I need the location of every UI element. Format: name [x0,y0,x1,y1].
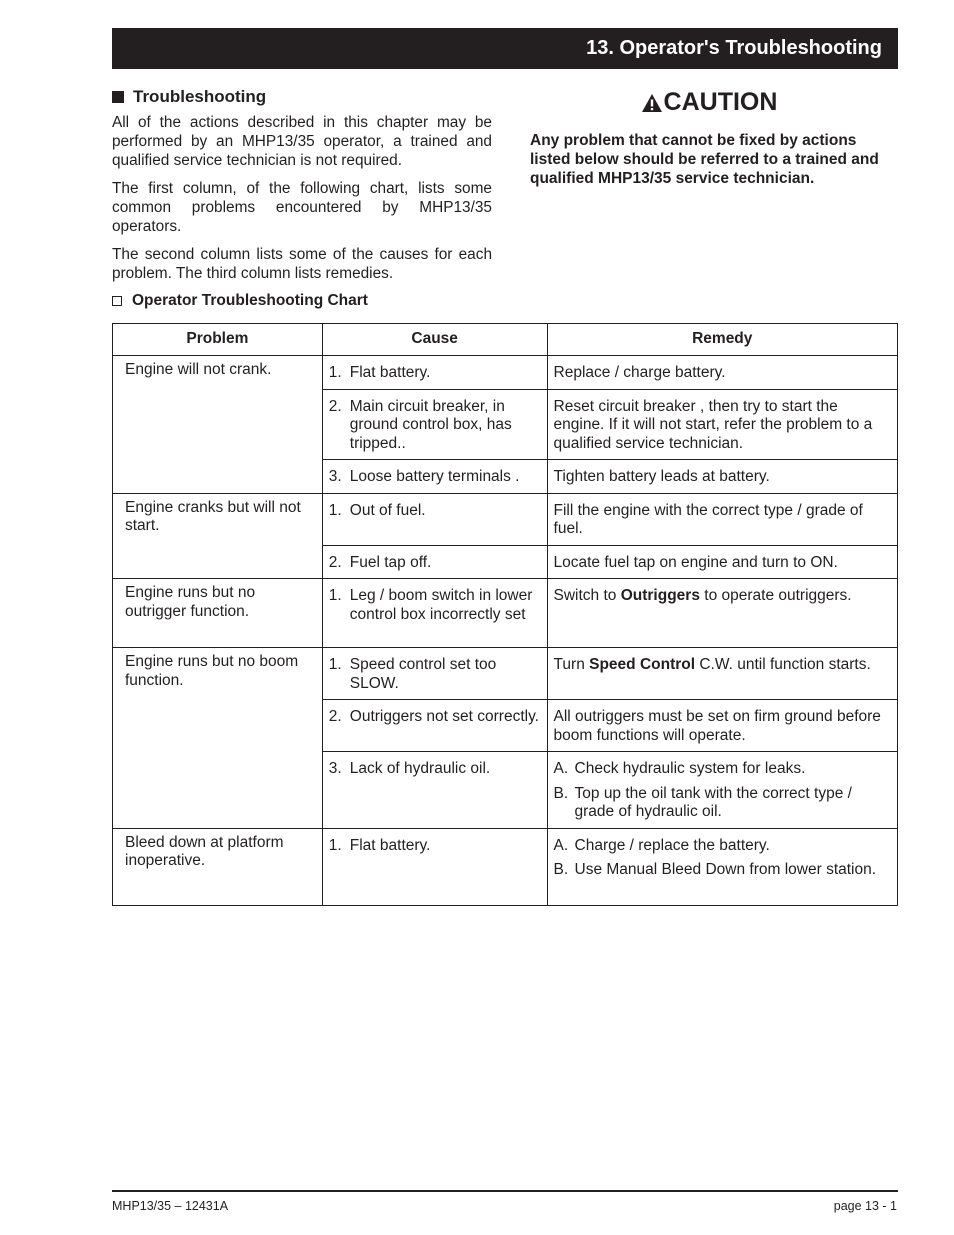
remedy-label: B. [553,861,569,878]
cause-item [329,364,541,383]
remedy-cell [547,493,897,545]
remedy-cell [547,752,897,829]
cause-item [329,760,541,779]
remedy-cell [547,700,897,752]
cause-text: Leg / boom switch in lower control box incorrectly set [349,587,533,623]
open-square-icon [112,296,122,306]
table-row [113,493,898,545]
cause-number: 2. [328,397,342,415]
remedy-text: All outriggers must be set on firm ground before boom functions will operate. [553,708,881,744]
table-header-row [113,324,898,356]
remedy-post: C.W. until function starts. [695,656,871,673]
cause-number: 1. [328,836,342,854]
problem-text: Engine cranks but will not start. [125,498,301,534]
cause-cell [322,493,547,545]
caution-text: Any problem that cannot be fixed by actions listed below should be referred to a trained and qualified MHP13/35 service technician. [530,132,879,187]
cause-item [329,708,541,727]
cause-item [329,656,541,693]
cause-cell [322,648,547,700]
section-heading [112,87,492,107]
problem-text: Bleed down at platform inoperative. [125,833,284,869]
remedy-text: Use Manual Bleed Down from lower station. [574,861,877,878]
cause-text: Flat battery. [349,836,431,854]
remedy-text: Top up the oil tank with the correct type / grade of hydraulic oil. [574,784,852,820]
remedy-label: A. [553,760,569,777]
remedy-list-item [554,785,891,822]
chapter-header-bar [112,28,898,69]
remedy-text: Check hydraulic system for leaks. [574,760,806,777]
remedy-text: Reset circuit breaker , then try to start the engine. If it will not start, refer the problem to a qualified service technician. [553,397,873,452]
cause-text: Lack of hydraulic oil. [349,760,491,777]
caution-title [530,88,898,117]
problem-cell [113,828,323,905]
cause-cell [322,460,547,494]
intro-paragraph-1: All of the actions described in this chapter may be performed by an MHP13/35 operator, a trained and qualified service technician is not required. [112,114,492,169]
remedy-text [554,587,891,606]
remedy-text: Tighten battery leads at battery. [553,468,770,485]
cause-number: 1. [328,656,342,673]
cause-number: 1. [328,587,342,604]
problem-cell [113,579,323,648]
remedy-cell [547,828,897,905]
problem-text: Engine will not crank. [125,361,272,378]
intro-section [112,87,492,310]
cause-item [329,554,541,573]
chart-heading [112,292,492,310]
cause-number: 2. [328,553,342,571]
cause-item [329,837,541,856]
cause-text: Main circuit breaker, in ground control box, has tripped.. [349,397,512,452]
problem-cell [113,356,323,494]
remedy-post: to operate outriggers. [699,587,852,604]
remedy-text: Fill the engine with the correct type / grade of fuel. [553,501,863,537]
cause-cell [322,579,547,648]
cause-cell [322,545,547,579]
cause-number: 3. [328,760,342,777]
document-code: MHP13/35 – 12431A [112,1199,229,1213]
chart-heading-text: Operator Troubleshooting Chart [132,292,368,309]
cause-text: Outriggers not set correctly. [349,708,539,725]
filled-square-icon [112,91,124,103]
table-row [113,356,898,390]
cause-cell [322,700,547,752]
remedy-cell [547,356,897,390]
footer-rule [112,1190,898,1192]
remedy-pre: Switch to [553,587,621,604]
remedy-cell [547,545,897,579]
caution-box [530,88,898,188]
remedy-cell [547,389,897,460]
cause-number: 1. [328,364,342,381]
cause-text: Loose battery terminals . [349,468,520,485]
cause-number: 2. [328,708,342,725]
warning-triangle-icon [641,93,663,113]
header-problem: Problem [113,324,323,356]
remedy-list-item [554,760,891,779]
remedy-text: Charge / replace the battery. [574,836,770,854]
cause-number: 1. [328,501,342,519]
remedy-cell [547,460,897,494]
remedy-label: A. [553,836,569,854]
remedy-label: B. [553,784,569,802]
remedy-text: Replace / charge battery. [553,364,726,381]
remedy-emphasis: Outriggers [620,587,700,604]
page-number: page 13 - 1 [833,1199,897,1213]
problem-text: Engine runs but no outrigger function. [125,584,256,620]
remedy-cell [547,648,897,700]
cause-item [329,587,541,624]
intro-paragraph-2: The first column, of the following chart, lists some common problems encountered by MHP13/35 operators. [112,180,492,235]
remedy-emphasis: Speed Control [589,656,696,673]
table-row [113,648,898,700]
section-heading-text: Troubleshooting [133,87,267,106]
cause-item [329,502,541,521]
remedy-list-item [554,861,891,880]
remedy-pre: Turn [553,656,590,673]
cause-text: Flat battery. [349,364,431,381]
problem-cell [113,493,323,579]
cause-text: Fuel tap off. [349,553,432,571]
cause-cell [322,752,547,829]
remedy-text: Locate fuel tap on engine and turn to ON. [553,553,838,571]
header-remedy: Remedy [547,324,897,356]
remedy-cell [547,579,897,648]
chapter-title: 13. Operator's Troubleshooting [586,37,882,59]
table-row [113,579,898,648]
cause-cell [322,828,547,905]
cause-item [329,398,541,454]
problem-cell [113,648,323,829]
cause-number: 3. [328,468,342,485]
cause-cell [322,356,547,390]
troubleshooting-table [112,323,898,906]
problem-text: Engine runs but no boom function. [125,653,299,689]
cause-cell [322,389,547,460]
remedy-list-item [554,837,891,856]
table-row [113,828,898,905]
remedy-text [554,656,891,675]
header-cause: Cause [322,324,547,356]
intro-paragraph-3: The second column lists some of the causes for each problem. The third column lists remedies. [112,246,492,282]
cause-text: Out of fuel. [349,501,426,519]
cause-item [329,468,541,487]
caution-title-text: CAUTION [663,88,778,116]
cause-text: Speed control set too SLOW. [349,656,497,692]
